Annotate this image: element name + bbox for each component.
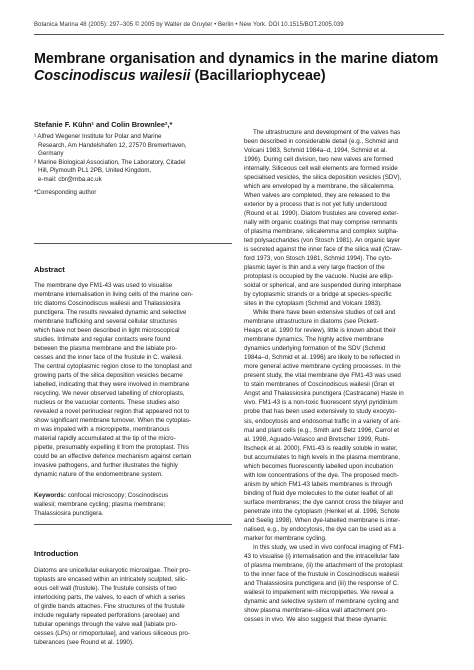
affiliation-1-line-3: Germany: [38, 150, 64, 158]
abstract-line: dynamic nature of the endomembrane system.: [34, 471, 163, 479]
title-species: Coscinodiscus wailesii: [34, 68, 191, 84]
body-line: and Thalassiosira punctigera and (iii) the response of C.: [244, 579, 399, 587]
body-line: nally with organic coatings that may comprise remnants: [244, 219, 398, 227]
body-line: sis, endocytosis and endosomal traffic in a variety of ani-: [244, 417, 401, 425]
abstract-line: The membrane dye FM1-43 was used to visualise: [34, 282, 173, 289]
body-line: nalised, e.g., by endocytosis, the dye can be used as a: [244, 525, 396, 533]
corresponding-author-note: *Corresponding author: [34, 188, 97, 196]
body-line: and Seelig 1998). When dye-labelled membrane is inter-: [244, 516, 401, 524]
intro-line: toplasts are encased within an intricately sculpted, silic-: [34, 576, 188, 584]
body-line: (Round et al. 1990). Diatom frustules are covered exter-: [244, 210, 399, 218]
body-line: present study, the vital membrane dye FM1-43 was used: [244, 372, 401, 380]
body-line: 43 to visualise (i) internalisation and the intracellular fate: [244, 552, 400, 560]
keywords-line: wailesii; membrane cycling; plasma membrane;: [34, 501, 166, 509]
body-line: In this study, we used in vivo confocal imaging of FM1-: [253, 543, 404, 551]
body-line: Heaps et al. 1990 for review), little is known about their: [244, 327, 396, 335]
body-line: Angst and Thalassiosira punctigera (Castracane) Hasle in: [244, 390, 404, 398]
keywords-label: Keywords:: [34, 492, 66, 499]
article-title: [34, 51, 454, 85]
body-line: ltscheck et al. 2000). FM1-43 is readily soluble in water,: [244, 444, 398, 452]
abstract-line: punctigera. The results revealed dynamic and selective: [34, 309, 187, 317]
intro-line: of girdle bands attaches. Fine structures of the frustule: [34, 603, 185, 611]
abstract-line: material rapidly accumulated at the tip of the micro-: [34, 435, 176, 443]
body-line: penetrate into the cytoplasm (Henkel et al. 1996, Schote: [244, 507, 400, 515]
body-line: dynamics underlying formation of the SDV (Schmid: [244, 345, 386, 353]
keywords-bottom-rule: [34, 524, 232, 525]
abstract-line: pipette, presumably expelling it from the protoplast. This: [34, 444, 189, 452]
abstract-line: nucleus or the vacuolar contents. These studies also: [34, 399, 180, 407]
body-line: When valves are completed, they are released to the: [244, 192, 391, 200]
body-line: been described in considerable detail (e.g., Schmid and: [244, 138, 398, 146]
abstract-line: show significant membrane turnover. When the cytoplas-: [34, 417, 192, 425]
abstract-line: revealed a novel perinuclear region that appeared not to: [34, 408, 190, 416]
title-class: (Bacillariophyceae): [190, 68, 326, 84]
body-line: Volcani 1983, Schmid 1984a–d, 1994, Schmid et al.: [244, 147, 388, 155]
authors: Stefanie F. Kühn¹ and Colin Brownlee²,*: [34, 120, 173, 129]
affiliation-1-line-1: ¹ Alfred Wegener Institute for Polar and Marine: [34, 133, 162, 140]
affiliation-2-line-1: ² Marine Biological Association, The Laboratory, Citadel: [34, 158, 186, 166]
right-column-text: [244, 128, 444, 624]
body-line: 1996). During cell division, two new valves are formed: [244, 156, 394, 164]
abstract-top-rule: [34, 243, 232, 244]
body-line: which becomes fluorescently labelled upon incubation: [244, 462, 394, 470]
body-line: which are enveloped by a membrane, the silicalemma.: [244, 183, 395, 191]
keywords-text: confocal microscopy; Coscinodiscus: [65, 492, 169, 499]
abstract-text: [34, 281, 234, 479]
body-line: of plasma membrane, (ii) the attachment of the protoplast: [244, 561, 403, 569]
abstract-line: m was impaled with a micropipette, membranous: [34, 426, 170, 434]
title-line-1: Membrane organisation and dynamics in the marine diatom: [34, 51, 439, 67]
keywords-line: Thalassiosira punctigera.: [34, 510, 104, 518]
abstract-line: recycling. We never observed labelling of chloroplasts,: [34, 390, 185, 398]
body-line: ted polysaccharides (von Stosch 1981). An organic layer: [244, 237, 400, 245]
body-line: While there have been extensive studies of cell and: [253, 309, 396, 317]
body-line: The ultrastructure and development of the valves has: [253, 129, 401, 136]
introduction-text: [34, 566, 234, 647]
body-line: of plasma membrane, silicalemma and complex sulpha-: [244, 228, 399, 236]
body-line: cesses in vivo. We also suggest that these dynamic: [244, 615, 387, 623]
abstract-line: studies. Intimate and regular contacts were found: [34, 336, 171, 344]
abstract-line: growing parts of the silica deposition vesicles became: [34, 372, 183, 380]
introduction-heading: Introduction: [34, 549, 79, 558]
intro-line: include regularly repeated perforations (areolae) and: [34, 612, 180, 620]
affiliation-1-line-2: Research, Am Handelshafen 12, 27570 Bremerhaven,: [38, 141, 187, 149]
body-line: 1984a–d, Schmid et al. 1996) are likely to be reflected in: [244, 354, 400, 362]
body-line: anism by which FM1-43 labels membranes is through: [244, 480, 392, 488]
body-line: sites in the cytoplasm (Schmid and Volcani 1983).: [244, 300, 382, 308]
body-line: more general active membrane cycling processes. In the: [244, 363, 401, 371]
body-line: with low concentrations of the dye. The proposed mech-: [244, 471, 399, 479]
affiliations: [34, 133, 234, 197]
intro-line: cesses (LPs) or rimoportulae], and various siliceous pro-: [34, 630, 190, 638]
body-line: to stain membranes of Coscinodiscus wailesii (Gran et: [244, 381, 395, 389]
body-line: but accumulates to high levels in the plasma membrane,: [244, 453, 400, 461]
body-line: membrane ultrastructure in diatoms (see Pickett-: [244, 318, 379, 326]
abstract-line: The central cytoplasmic region close to the tonoplast and: [34, 363, 192, 371]
body-line: show plasma membrane–silica wall attachment pro-: [244, 606, 388, 614]
body-line: specialised vesicles, the silica deposition vesicles (SDV),: [244, 174, 402, 182]
running-head: Botanica Marina 48 (2005): 297–305 © 2005 by Walter de Gruyter • Berlin • New York. DOI 10.1515/BOT.2005.039: [34, 22, 344, 28]
keywords-line-1: [34, 491, 234, 500]
header-rule: [34, 34, 444, 35]
body-line: surface membranes; the dye cannot cross the bilayer and: [244, 498, 404, 506]
body-line: protoplast is occupied by the vacuole. Nuclei are ellip-: [244, 273, 394, 281]
body-line: wailesii to impalement with micropipettes. We reveal a: [244, 588, 394, 596]
abstract-line: cesses and the inner face of the frustule in C. wailesii.: [34, 354, 184, 362]
body-line: exterior by a process that is not yet fully understood: [244, 201, 387, 209]
keywords: [34, 491, 234, 518]
abstract-line: tric diatoms Coscinodiscus wailesii and Thalassiosira: [34, 300, 181, 308]
title-line-2: [34, 68, 454, 85]
body-line: ford 1973, von Stosch 1981, Schmid 1994). The cyto-: [244, 255, 392, 263]
body-line: soidal or spherical, and are suspended during interphase: [244, 282, 402, 290]
abstract-line: membrane trafficking and several cellular structures: [34, 318, 178, 326]
intro-line: eous cell wall (frustule). The frustule consists of two: [34, 585, 177, 593]
body-line: is secreted against the inner face of the silica wall (Craw-: [244, 246, 402, 254]
abstract-heading: Abstract: [34, 265, 65, 274]
intro-line: tubular openings through the valve wall [labiate pro-: [34, 621, 178, 629]
intro-line: interlocking parts, the valves, to each of which a series: [34, 594, 186, 602]
body-line: by cytoplasmic strands or a bridge at species-specific: [244, 291, 392, 299]
abstract-line: invasive pathogens, and further illustrates the highly: [34, 462, 178, 470]
body-line: dynamic and selective system of membrane cycling and: [244, 597, 399, 605]
abstract-line: which have not been described in light microscopical: [34, 327, 180, 335]
body-line: plasmic layer is thin and a very large fraction of the: [244, 264, 385, 272]
body-line: probe that has been used extensively to study exocyto-: [244, 408, 397, 416]
affiliation-2-line-2: Hill, Plymouth PL1 2PB, United Kingdom,: [38, 167, 152, 175]
body-line: membrane dynamics. The highly active membrane: [244, 336, 384, 344]
body-line: to the inner face of the frustule in Coscinodiscus wailesii: [244, 570, 399, 578]
abstract-line: could be an effective defence mechanism against certain: [34, 453, 192, 461]
body-line: binding of fluid dye molecules to the outer leaflet of all: [244, 489, 393, 497]
affiliation-email: e-mail: cbr@mba.ac.uk: [38, 175, 102, 183]
intro-line: tuberances (see Round et al. 1990).: [34, 639, 134, 647]
body-line: internally. Siliceous cell wall elements are formed inside: [244, 165, 398, 173]
body-line: vivo. FM1-43 is a non-toxic fluorescent styryl pyridinium: [244, 399, 398, 407]
abstract-line: labelled, indicating that they were involved in membrane: [34, 381, 190, 389]
body-line: al. 1998, Aguado-Velasco and Bretscher 1999, Rubi-: [244, 435, 390, 443]
body-line: mal and plant cells (e.g., Smith and Betz 1996, Carrol et: [244, 426, 399, 434]
abstract-line: between the plasma membrane and the labiate pro-: [34, 345, 178, 353]
abstract-line: membrane internalisation in living cells of the marine cen-: [34, 291, 194, 299]
body-line: marker for membrane cycling.: [244, 534, 327, 542]
intro-line: Diatoms are unicellular eukaryotic microalgae. Their pro-: [34, 567, 191, 574]
